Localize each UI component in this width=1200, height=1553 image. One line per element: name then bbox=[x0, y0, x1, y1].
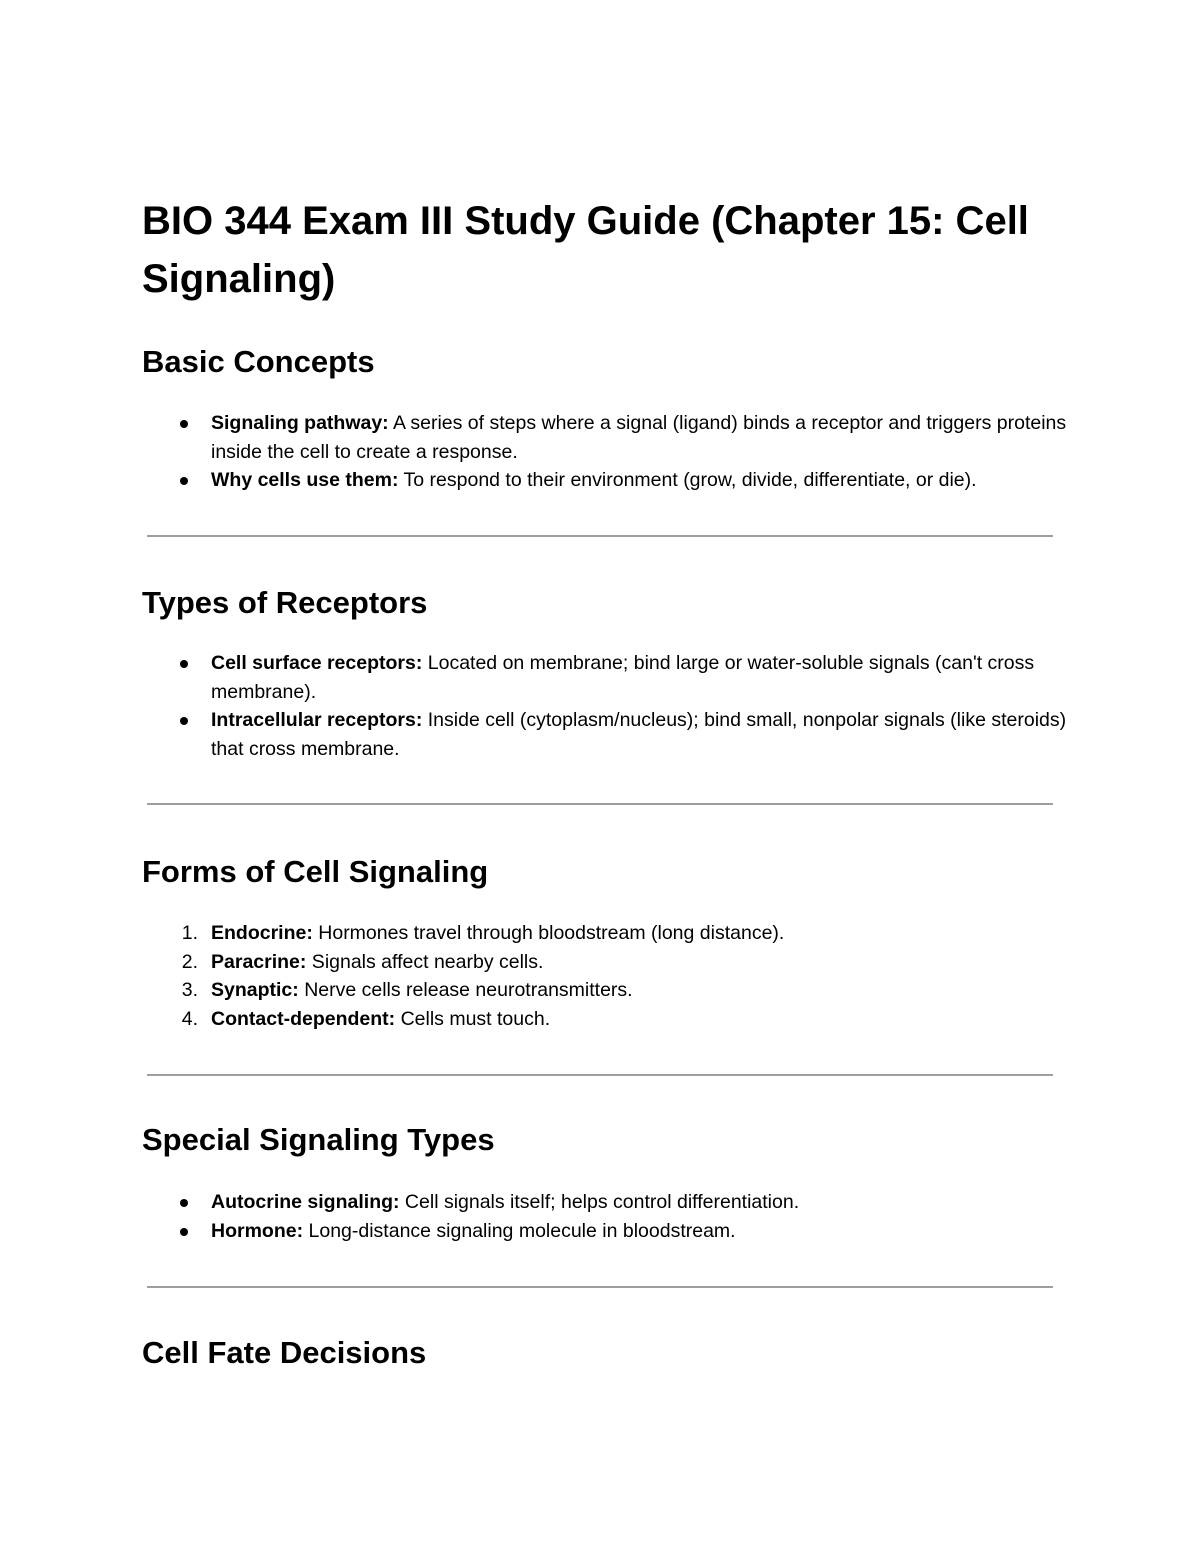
receptor-types-list bbox=[142, 649, 1072, 763]
item-text: Located on membrane; bind large or water-soluble signals (can't cross membrane). bbox=[211, 652, 1035, 703]
list-number: 3. bbox=[181, 979, 198, 1001]
item-term: Why cells use them: bbox=[211, 469, 399, 491]
list-item bbox=[142, 649, 1072, 706]
document-title: BIO 344 Exam III Study Guide (Chapter 15: Cell Signaling) bbox=[142, 199, 1029, 301]
item-term: Contact-dependent: bbox=[211, 1007, 396, 1030]
list-item bbox=[142, 1217, 1072, 1246]
section-heading-special-signaling-types: Special Signaling Types bbox=[142, 1122, 495, 1157]
item-term: Signaling pathway: bbox=[211, 412, 389, 434]
basic-concepts-list bbox=[142, 409, 1072, 495]
bullet-icon bbox=[180, 477, 188, 485]
bullet-icon bbox=[180, 1199, 188, 1207]
item-text: Hormones travel through bloodstream (long distance). bbox=[312, 922, 785, 944]
bullet-icon bbox=[180, 717, 188, 725]
list-item bbox=[142, 706, 1072, 763]
list-item bbox=[142, 919, 1072, 948]
list-number: 1. bbox=[181, 922, 198, 944]
item-term: Paracrine: bbox=[211, 950, 307, 973]
section-heading-cell-fate-decisions: Cell Fate Decisions bbox=[142, 1335, 427, 1370]
item-term: Hormone: bbox=[211, 1219, 304, 1242]
item-text: Inside cell (cytoplasm/nucleus); bind small, nonpolar signals (like steroids) that cross membrane. bbox=[211, 709, 1067, 760]
section-heading-basic-concepts: Basic Concepts bbox=[142, 344, 375, 379]
special-signaling-list bbox=[142, 1188, 1072, 1245]
list-item bbox=[142, 948, 1072, 977]
list-item bbox=[142, 409, 1072, 466]
horizontal-divider bbox=[147, 1074, 1053, 1076]
item-text: Cell signals itself; helps control differentiation. bbox=[399, 1191, 800, 1213]
list-item bbox=[142, 466, 1072, 495]
bullet-icon bbox=[180, 660, 188, 668]
item-text: A series of steps where a signal (ligand) binds a receptor and triggers proteins inside the cell to create a response. bbox=[211, 412, 1067, 463]
item-text: Nerve cells release neurotransmitters. bbox=[298, 979, 633, 1001]
list-number: 4. bbox=[181, 1007, 198, 1030]
item-term: Cell surface receptors: bbox=[211, 652, 423, 674]
item-text: Signals affect nearby cells. bbox=[306, 950, 544, 973]
section-heading-types-of-receptors: Types of Receptors bbox=[142, 585, 428, 620]
horizontal-divider bbox=[147, 1286, 1053, 1288]
signaling-forms-list bbox=[142, 919, 1072, 1033]
item-text: To respond to their environment (grow, divide, differentiate, or die). bbox=[398, 469, 977, 491]
item-term: Synaptic: bbox=[211, 979, 299, 1001]
item-term: Intracellular receptors: bbox=[211, 709, 423, 731]
list-number: 2. bbox=[181, 950, 198, 973]
bullet-icon bbox=[180, 420, 188, 428]
section-heading-forms-of-cell-signaling: Forms of Cell Signaling bbox=[142, 854, 489, 889]
item-term: Autocrine signaling: bbox=[211, 1191, 400, 1213]
horizontal-divider bbox=[147, 803, 1053, 805]
list-item bbox=[142, 1188, 1072, 1217]
horizontal-divider bbox=[147, 535, 1053, 537]
item-text: Long-distance signaling molecule in bloodstream. bbox=[303, 1219, 736, 1242]
item-text: Cells must touch. bbox=[395, 1007, 551, 1030]
list-item bbox=[142, 1005, 1072, 1034]
bullet-icon bbox=[180, 1228, 188, 1236]
list-item bbox=[142, 976, 1072, 1005]
item-term: Endocrine: bbox=[211, 922, 313, 944]
